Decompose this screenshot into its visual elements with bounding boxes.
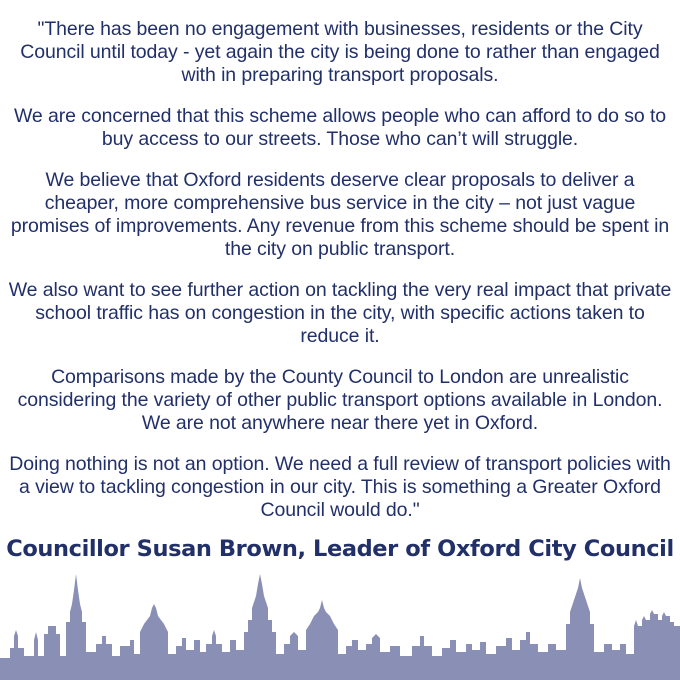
quote-paragraph-1: "There has been no engagement with businesses, residents or the City Council until today - yet again the city is being done to rather than engaged with in preparing transport proposals. [20, 18, 660, 86]
quote-paragraph-3: We believe that Oxford residents deserve clear proposals to deliver a cheaper, more comprehensive bus service in the city – not just vague promises of improvements. Any revenue from this scheme should be spent in the city on public transport. [10, 169, 670, 260]
quote-paragraph-6: Doing nothing is not an option. We need a full review of transport policies with a view to tackling congestion in our city. This is something a Greater Oxford Council would do." [9, 453, 671, 521]
quote-paragraph-4: We also want to see further action on tackling the very real impact that private school traffic has on congestion in the city, with specific actions taken to reduce it. [8, 279, 672, 347]
quote-block [8, 18, 672, 540]
oxford-skyline-icon [0, 560, 680, 680]
quote-paragraph-5: Comparisons made by the County Council to London are unrealistic considering the variety of other public transport options available in London. We are not anywhere near there yet in Oxford. [17, 366, 663, 434]
skyline-base [0, 664, 680, 680]
quote-paragraph-2: We are concerned that this scheme allows people who can afford to do so to buy access to our streets. Those who can’t will struggle. [13, 105, 667, 150]
attribution: Councillor Susan Brown, Leader of Oxford City Council [6, 536, 674, 562]
